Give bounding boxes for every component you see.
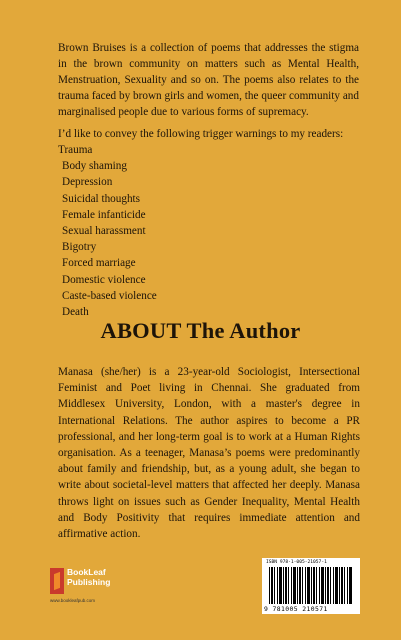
trigger-warning-item: Bigotry bbox=[62, 241, 97, 254]
barcode-bars bbox=[269, 567, 353, 604]
isbn-barcode bbox=[262, 558, 360, 614]
trigger-warning-item: Body shaming bbox=[62, 160, 127, 173]
barcode-digits: 9 781005 210571 bbox=[264, 605, 328, 613]
trigger-warning-item: Depression bbox=[62, 176, 113, 189]
trigger-warning-item: Trauma bbox=[58, 144, 93, 156]
trigger-warnings-list bbox=[58, 142, 157, 320]
trigger-warning-item: Suicidal thoughts bbox=[62, 192, 141, 205]
trigger-warning-item: Female infanticide bbox=[62, 208, 146, 221]
publisher-logo bbox=[50, 568, 150, 608]
trigger-warning-item: Domestic violence bbox=[62, 273, 146, 286]
trigger-warning-item: Sexual harassment bbox=[62, 225, 146, 238]
about-author-heading: ABOUT The Author bbox=[100, 318, 301, 343]
book-blurb: Brown Bruises is a collection of poems that addresses the stigma in the brown community on matters such as Mental Health, Menstruation, Sexuality and so on. The poems also relates to the trauma faced by brown girls and women, the queer community and marginalised people due to various forms of supremacy. bbox=[58, 42, 359, 118]
publisher-name-line2: Publishing bbox=[67, 577, 111, 587]
publisher-name bbox=[67, 567, 110, 587]
bookleaf-logo-icon bbox=[50, 568, 64, 594]
trigger-warnings-intro: I’d like to convey the following trigger warnings to my readers: bbox=[58, 128, 344, 140]
publisher-url: www.bookleafpub.com bbox=[50, 598, 96, 603]
trigger-warning-item: Caste-based violence bbox=[62, 289, 157, 302]
isbn-text: ISBN 978-1-005-21057-1 bbox=[266, 560, 327, 565]
author-bio: Manasa (she/her) is a 23-year-old Sociologist, Intersectional Feminist and Poet living in Chennai. She graduated from Middlesex University, London, with a master's degree in International Relations. The author aspires to become a PR professional, and her long-term goal is to work at a Human Rights organisation. As a teenager, Manasa’s poems were predominantly about family and friendship, but, as a young adult, she began to write about societal-level matters that affected her deeply. Manasa throws light on issues such as Gender Inequality, Mental Health and Body Positivity that requires immediate attention and affirmative action. bbox=[58, 366, 360, 541]
trigger-warning-item: Forced marriage bbox=[62, 257, 136, 270]
publisher-name-line1: BookLeaf bbox=[67, 567, 106, 577]
trigger-warning-item: Death bbox=[62, 306, 89, 319]
